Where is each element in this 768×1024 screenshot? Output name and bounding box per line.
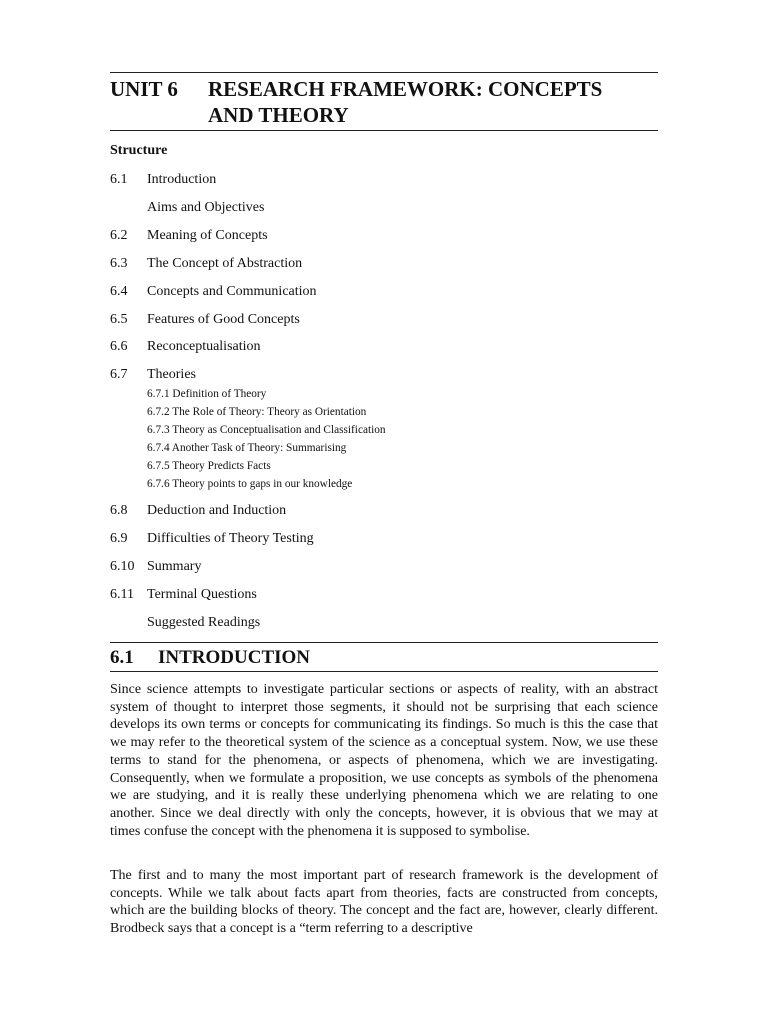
toc-subitem: 6.7.4 Another Task of Theory: Summarising (147, 442, 347, 454)
toc-subitem: 6.7.2 The Role of Theory: Theory as Orientation (147, 406, 367, 418)
unit-title-line-2: AND THEORY (208, 103, 349, 127)
section-top-rule (110, 642, 658, 643)
toc-label: Terminal Questions (147, 587, 257, 602)
toc-subitem: 6.7.1 Definition of Theory (147, 388, 267, 400)
section-number: 6.1 (110, 647, 134, 668)
heading-bottom-rule (110, 130, 658, 131)
toc-subitem: 6.7.6 Theory points to gaps in our knowledge (147, 478, 353, 490)
toc-number: 6.10 (110, 559, 135, 574)
toc-label: Aims and Objectives (147, 200, 265, 215)
unit-title-line-1: RESEARCH FRAMEWORK: CONCEPTS (208, 77, 603, 101)
section-title: INTRODUCTION (158, 647, 311, 668)
toc-number: 6.1 (110, 172, 128, 187)
toc-number: 6.9 (110, 531, 128, 546)
toc-number: 6.7 (110, 367, 128, 382)
top-rule (110, 72, 658, 73)
toc-label: The Concept of Abstraction (147, 256, 303, 271)
toc-subitem: 6.7.5 Theory Predicts Facts (147, 460, 271, 472)
toc-label: Suggested Readings (147, 615, 261, 630)
toc-label: Difficulties of Theory Testing (147, 531, 314, 546)
unit-number: UNIT 6 (110, 77, 178, 101)
toc-subitem: 6.7.3 Theory as Conceptualisation and Classification (147, 424, 386, 436)
toc-label: Features of Good Concepts (147, 312, 300, 327)
toc-label: Concepts and Communication (147, 284, 317, 299)
structure-label: Structure (110, 143, 168, 158)
toc-label: Meaning of Concepts (147, 228, 268, 243)
toc-label: Reconceptualisation (147, 339, 261, 354)
toc-number: 6.8 (110, 503, 128, 518)
toc-label: Introduction (147, 172, 217, 187)
paragraph: Since science attempts to investigate particular sections or aspects of reality, with an abstract system of thought to interpret those segments, it should not be surprising that each science develops its own terms or concepts for communicating its findings. So much is this the case that we may refer to the theoretical system of the science as a conceptual system. Now, we use these terms to stand for the phenomena, or aspects of phenomena, which we are investigating. Consequently, when we formulate a proposition, we use concepts as symbols of the phenomena we are studying, and it is really these underlying phenomena which we are relating to one another. Since we deal directly with only the concepts, however, it is obvious that we may at times confuse the concept with the phenomena it is supposed to symbolise. (110, 682, 658, 839)
unit-title (208, 76, 658, 128)
toc-label: Theories (147, 367, 196, 382)
toc-label: Deduction and Induction (147, 503, 287, 518)
toc-number: 6.11 (110, 587, 134, 602)
toc-number: 6.6 (110, 339, 128, 354)
toc-label: Summary (147, 559, 202, 574)
toc-number: 6.2 (110, 228, 128, 243)
toc-number: 6.4 (110, 284, 128, 299)
toc-number: 6.5 (110, 312, 128, 327)
section-bottom-rule (110, 671, 658, 672)
paragraph: The first and to many the most important part of research framework is the development of concepts. While we talk about facts apart from theories, facts are constructed from concepts, which are the building blocks of theory. The concept and the fact are, however, clearly different. Brodbeck says that a concept is a “term referring to a descriptive (110, 868, 658, 937)
toc-number: 6.3 (110, 256, 128, 271)
